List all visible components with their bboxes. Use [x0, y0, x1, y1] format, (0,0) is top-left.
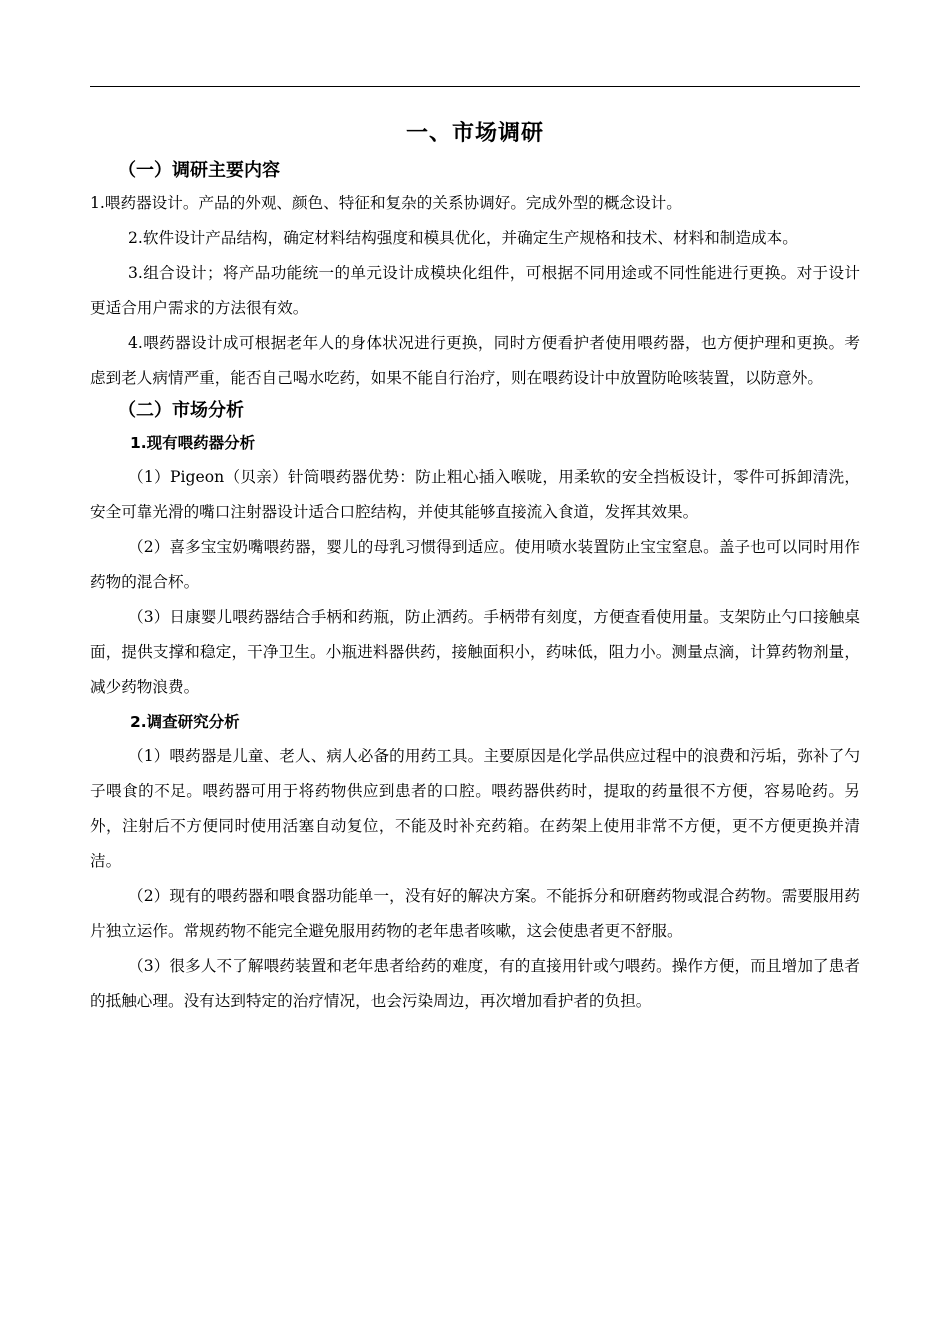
- paragraph-existing-2: （2）喜多宝宝奶嘴喂药器，婴儿的母乳习惯得到适应。使用喷水装置防止宝宝窒息。盖子也可以同时用作药物的混合杯。: [90, 538, 861, 591]
- chapter-title: 一、市场调研: [405, 121, 544, 146]
- paragraph-research-4: 4.喂药器设计成可根据老年人的身体状况进行更换，同时方便看护者使用喂药器，也方便护理和更换。考虑到老人病情严重，能否自己喝水吃药，如果不能自行治疗，则在喂药设计中放置防呛咳装置，以防意外。: [90, 334, 860, 387]
- page-content: [90, 112, 860, 1019]
- paragraph-survey-1: （1）喂药器是儿童、老人、病人必备的用药工具。主要原因是化学品供应过程中的浪费和污垢，弥补了勺子喂食的不足。喂药器可用于将药物供应到患者的口腔。喂药器供药时，提取的药量很不方便，容易呛药。另外，注射后不方便同时使用活塞自动复位，不能及时补充药箱。在药架上使用非常不方便，更不方便更换并清洁。: [90, 747, 861, 870]
- subsection-title-survey-analysis: 2.调查研究分析: [130, 713, 240, 731]
- paragraph-research-1: 1.喂药器设计。产品的外观、颜色、特征和复杂的关系协调好。完成外型的概念设计。: [90, 194, 682, 212]
- paragraph-research-2: 2.软件设计产品结构，确定材料结构强度和模具优化，并确定生产规格和技术、材料和制造成本。: [128, 229, 798, 247]
- paragraph-survey-2: （2）现有的喂药器和喂食器功能单一，没有好的解决方案。不能拆分和研磨药物或混合药物。需要服用药片独立运作。常规药物不能完全避免服用药物的老年患者咳嗽，这会使患者更不舒服。: [90, 887, 861, 940]
- subsection-title-existing-feeders: 1.现有喂药器分析: [130, 434, 256, 452]
- section-title-research-content: （一）调研主要内容: [118, 160, 280, 181]
- paragraph-existing-1: （1）Pigeon（贝亲）针筒喂药器优势：防止粗心插入喉咙，用柔软的安全挡板设计，零件可拆卸清洗，安全可靠光滑的嘴口注射器设计适合口腔结构，并使其能够直接流入食道，发挥其效果。: [90, 468, 860, 521]
- section-title-market-analysis: （二）市场分析: [118, 400, 244, 421]
- paragraph-research-3: 3.组合设计；将产品功能统一的单元设计成模块化组件，可根据不同用途或不同性能进行更换。对于设计更适合用户需求的方法很有效。: [90, 264, 860, 317]
- paragraph-existing-3: （3）日康婴儿喂药器结合手柄和药瓶，防止洒药。手柄带有刻度，方便查看使用量。支架防止勺口接触桌面，提供支撑和稳定，干净卫生。小瓶进料器供药，接触面积小，药味低，阻力小。测量点滴，计算药物剂量，减少药物浪费。: [90, 608, 861, 696]
- paragraph-survey-3: （3）很多人不了解喂药装置和老年患者给药的难度，有的直接用针或勺喂药。操作方便，而且增加了患者的抵触心理。没有达到特定的治疗情况，也会污染周边，再次增加看护者的负担。: [90, 957, 861, 1010]
- header-rule: [90, 86, 860, 87]
